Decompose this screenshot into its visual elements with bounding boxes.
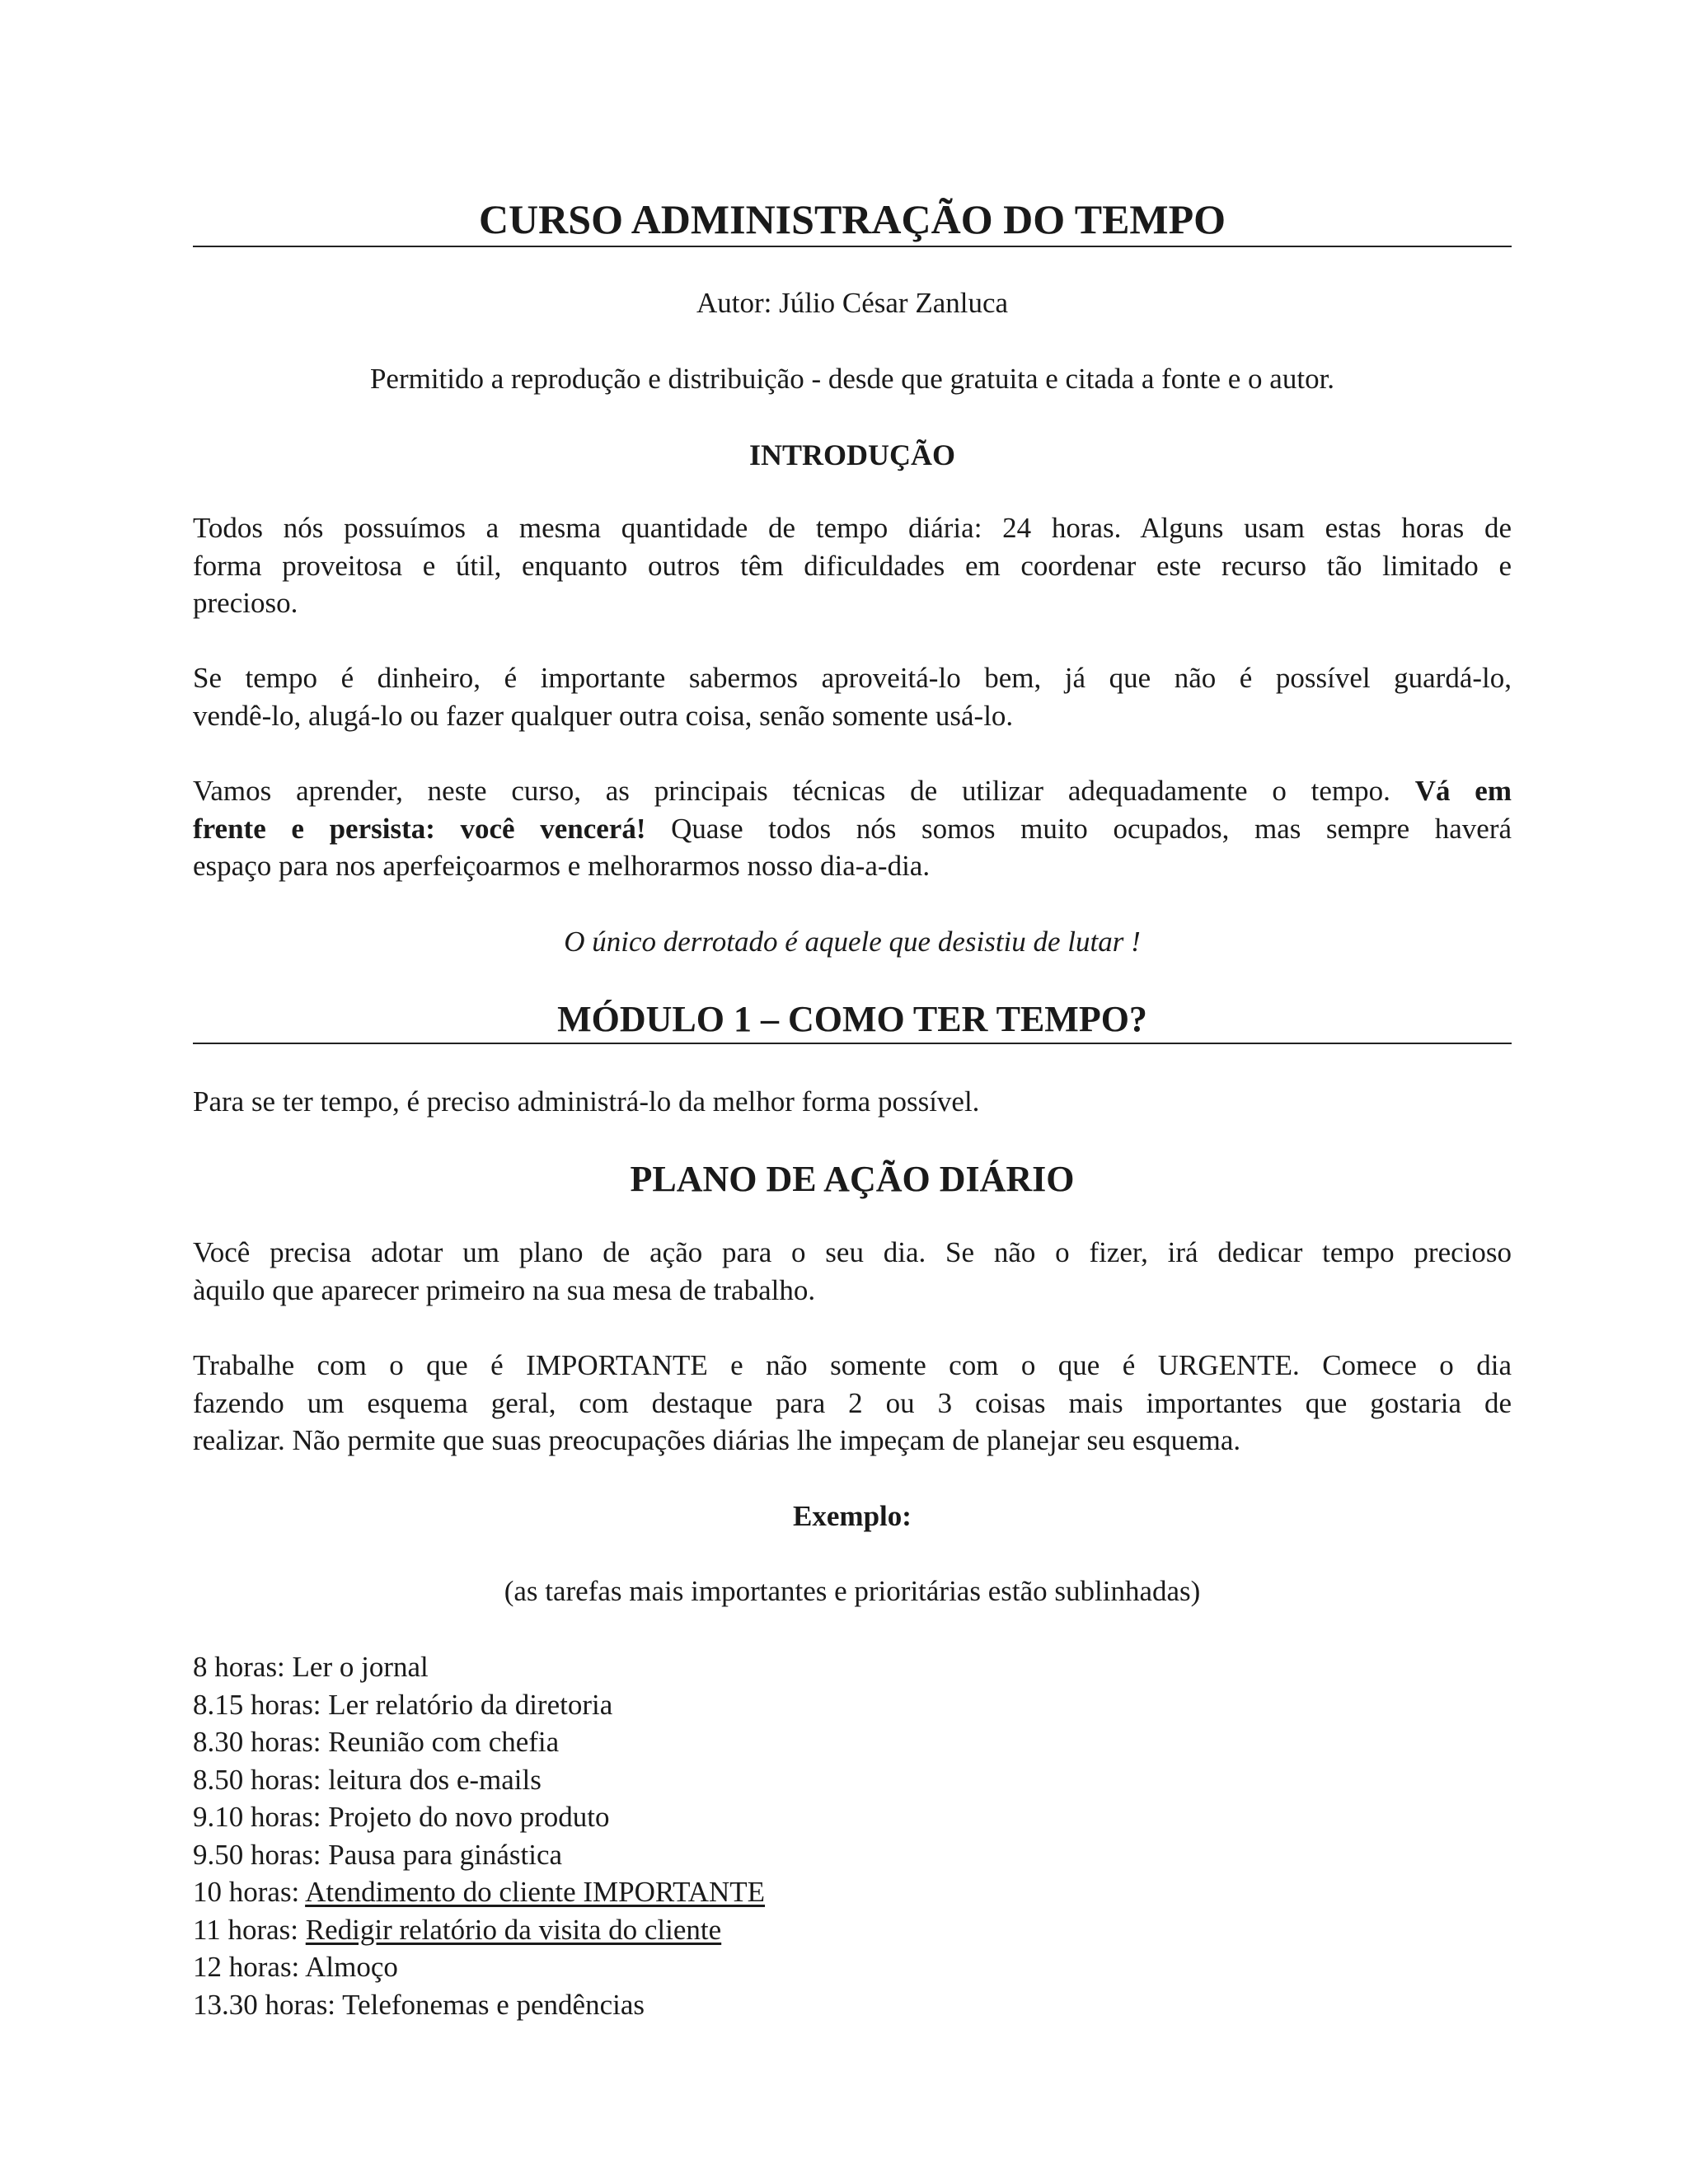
module-1-text xyxy=(193,1083,1512,1121)
permission-line: Permitido a reprodução e distribuição - desde que gratuita e citada a fonte e o autor. xyxy=(369,363,1335,395)
schedule-task: Ler o jornal xyxy=(292,1651,429,1683)
schedule-time: 8.30 horas: xyxy=(193,1726,321,1758)
schedule-item xyxy=(193,1873,1512,1911)
schedule-task: leitura dos e-mails xyxy=(328,1763,542,1796)
plan-p1-line-1: Você precisa adotar um plano de ação para o seu dia. Se não o fizer, irá dedicar tempo precioso xyxy=(193,1236,1512,1268)
schedule-time: 11 horas: xyxy=(193,1913,298,1946)
schedule-item xyxy=(193,1686,1512,1724)
schedule-task: Pausa para ginástica xyxy=(328,1838,563,1871)
schedule-time: 13.30 horas: xyxy=(193,1988,336,2021)
plan-p2-line-2: fazendo um esquema geral, com destaque para 2 ou 3 coisas mais importantes que gostaria de xyxy=(193,1386,1512,1419)
document-title: CURSO ADMINISTRAÇÃO DO TEMPO xyxy=(478,196,1226,242)
intro-p2-line-2: vendê-lo, alugá-lo ou fazer qualquer outra coisa, senão somente usá-lo. xyxy=(193,699,1014,732)
module-1-rule xyxy=(193,1043,1512,1044)
intro-p1-line-3: precioso. xyxy=(193,587,298,619)
schedule-task: Projeto do novo produto xyxy=(328,1801,610,1833)
plan-p2-line-3: realizar. Não permite que suas preocupações diárias lhe impeçam de planejar seu esquema. xyxy=(193,1424,1241,1456)
plan-p1-line-2: àquilo que aparecer primeiro na sua mesa de trabalho. xyxy=(193,1273,816,1306)
intro-p3-line-1-emphasis: Vá em xyxy=(1414,775,1512,807)
intro-paragraph-1 xyxy=(193,509,1512,622)
title-rule xyxy=(193,246,1512,247)
intro-p1-line-2: forma proveitosa e útil, enquanto outros têm dificuldades em coordenar este recurso tão limitado e xyxy=(193,549,1512,582)
plan-p2-line-1: Trabalhe com o que é IMPORTANTE e não somente com o que é URGENTE. Comece o dia xyxy=(193,1349,1512,1381)
schedule-task-priority: Atendimento do cliente IMPORTANTE xyxy=(305,1876,766,1908)
intro-p3-line-2-emphasis: frente e persista: você vencerá! xyxy=(193,812,646,845)
schedule-task: Telefonemas e pendências xyxy=(342,1988,645,2021)
plan-paragraph-1 xyxy=(193,1234,1512,1309)
intro-p3-line-1 xyxy=(193,772,1512,810)
schedule-time: 8.50 horas: xyxy=(193,1763,321,1796)
author-line: Autor: Júlio César Zanluca xyxy=(696,287,1009,319)
schedule-item xyxy=(193,1723,1512,1761)
intro-paragraph-2 xyxy=(193,659,1512,734)
schedule-item xyxy=(193,1986,1512,2024)
motivational-quote: O único derrotado é aquele que desistiu de lutar ! xyxy=(564,926,1141,958)
schedule-item xyxy=(193,1836,1512,1874)
module-1-text-line: Para se ter tempo, é preciso administrá-lo da melhor forma possível. xyxy=(193,1085,980,1118)
module-1-heading: MÓDULO 1 – COMO TER TEMPO? xyxy=(557,999,1147,1039)
intro-p3-line-2 xyxy=(193,810,1512,848)
intro-p3-line-3: espaço para nos aperfeiçoarmos e melhorarmos nosso dia-a-dia. xyxy=(193,850,931,882)
example-note: (as tarefas mais importantes e prioritárias estão sublinhadas) xyxy=(504,1575,1201,1607)
schedule-item xyxy=(193,1761,1512,1799)
plan-paragraph-2 xyxy=(193,1347,1512,1460)
intro-p3-line-1-text: Vamos aprender, neste curso, as principais técnicas de utilizar adequadamente o tempo. xyxy=(193,775,1390,807)
schedule-time: 9.50 horas: xyxy=(193,1838,321,1871)
example-label: Exemplo: xyxy=(793,1500,912,1532)
schedule-task: Almoço xyxy=(305,1951,398,1983)
intro-heading: INTRODUÇÃO xyxy=(748,438,955,471)
intro-p1-line-1: Todos nós possuímos a mesma quantidade de tempo diária: 24 horas. Alguns usam estas horas de xyxy=(193,512,1512,544)
schedule-time: 9.10 horas: xyxy=(193,1801,321,1833)
daily-schedule-list xyxy=(193,1648,1512,2023)
schedule-time: 10 horas: xyxy=(193,1876,300,1908)
intro-paragraph-3 xyxy=(193,772,1512,885)
schedule-item xyxy=(193,1798,1512,1836)
schedule-task: Ler relatório da diretoria xyxy=(328,1688,613,1721)
schedule-item xyxy=(193,1948,1512,1986)
schedule-task: Reunião com chefia xyxy=(328,1726,560,1758)
schedule-task-priority: Redigir relatório da visita do cliente xyxy=(305,1913,722,1946)
daily-plan-heading: PLANO DE AÇÃO DIÁRIO xyxy=(630,1159,1075,1199)
schedule-time: 12 horas: xyxy=(193,1951,300,1983)
schedule-time: 8 horas: xyxy=(193,1651,285,1683)
schedule-item xyxy=(193,1911,1512,1949)
schedule-item xyxy=(193,1648,1512,1686)
intro-p2-line-1: Se tempo é dinheiro, é importante sabermos aproveitá-lo bem, já que não é possível guardá-lo, xyxy=(193,662,1512,694)
intro-p3-line-2-text: Quase todos nós somos muito ocupados, mas sempre haverá xyxy=(671,812,1512,845)
schedule-time: 8.15 horas: xyxy=(193,1688,321,1721)
